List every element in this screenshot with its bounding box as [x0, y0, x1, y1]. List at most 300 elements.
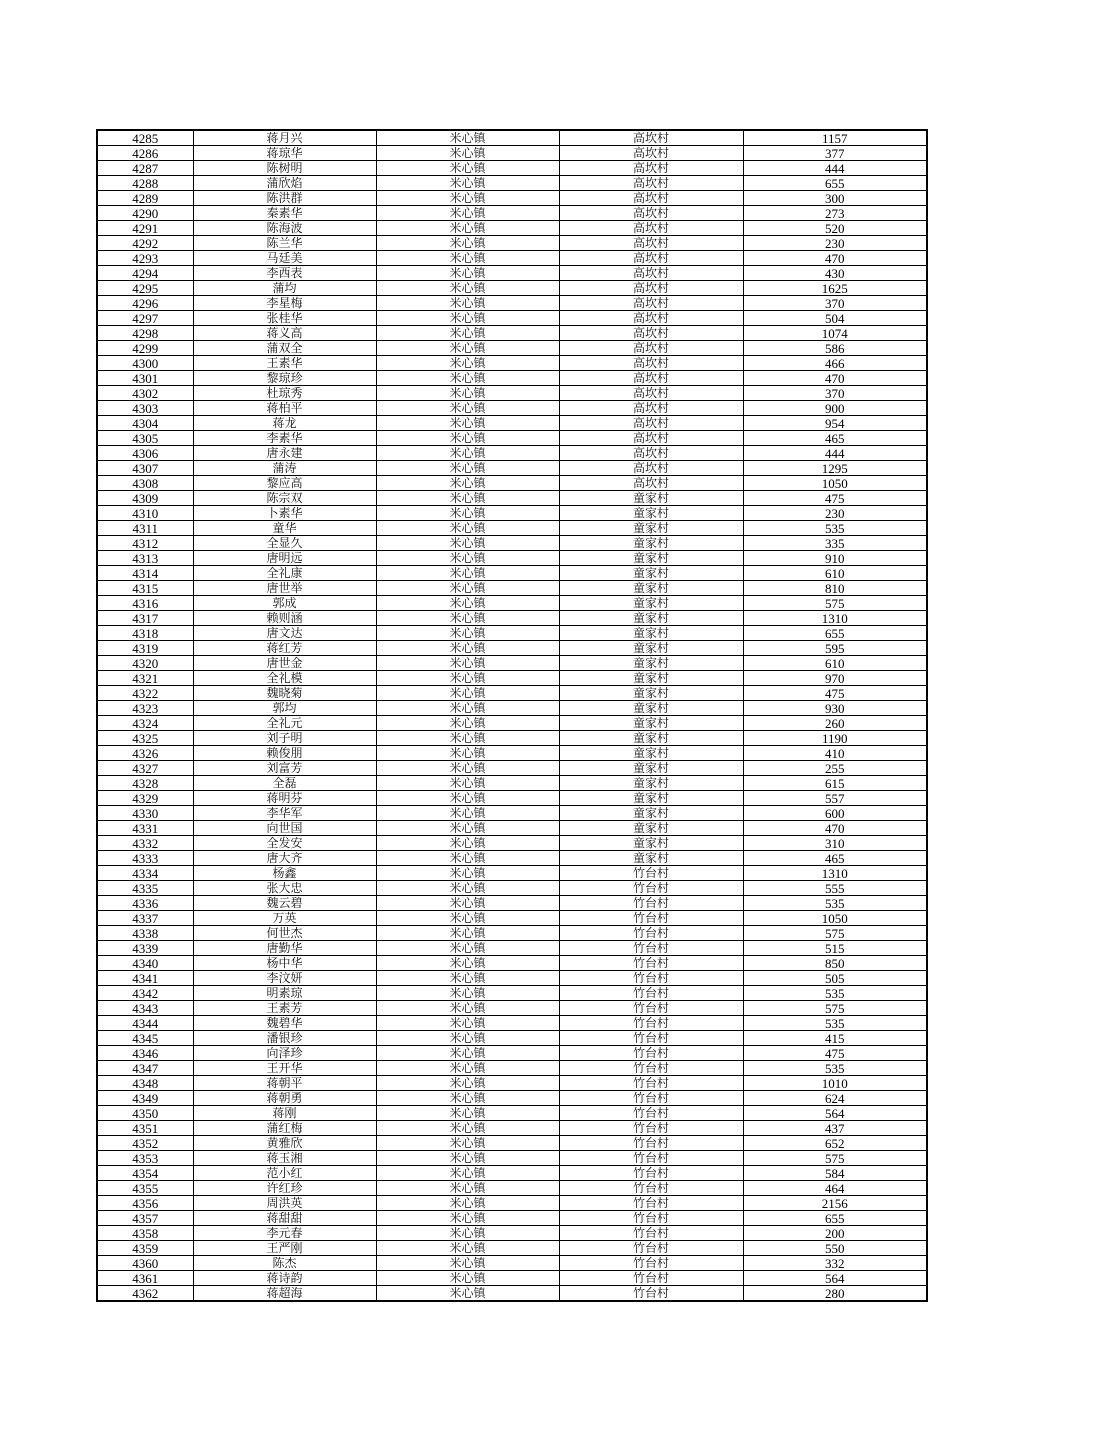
name-cell: 李华军: [193, 806, 376, 821]
village-cell: 童家村: [559, 731, 743, 746]
table-row: [97, 296, 927, 311]
town-cell: 米心镇: [376, 416, 559, 431]
serial-number-cell: 4339: [97, 941, 193, 956]
table-row: [97, 1031, 927, 1046]
amount-cell: 600: [743, 806, 927, 821]
table-row: [97, 656, 927, 671]
name-cell: 蒋柏平: [193, 401, 376, 416]
village-cell: 童家村: [559, 491, 743, 506]
serial-number-cell: 4349: [97, 1091, 193, 1106]
town-cell: 米心镇: [376, 671, 559, 686]
table-row: [97, 581, 927, 596]
serial-number-cell: 4360: [97, 1256, 193, 1271]
town-cell: 米心镇: [376, 1106, 559, 1121]
table-row: [97, 821, 927, 836]
serial-number-cell: 4299: [97, 341, 193, 356]
town-cell: 米心镇: [376, 206, 559, 221]
village-cell: 竹台村: [559, 1046, 743, 1061]
village-cell: 竹台村: [559, 1106, 743, 1121]
name-cell: 蒲欣焰: [193, 176, 376, 191]
town-cell: 米心镇: [376, 326, 559, 341]
table-row: [97, 401, 927, 416]
town-cell: 米心镇: [376, 551, 559, 566]
serial-number-cell: 4326: [97, 746, 193, 761]
amount-cell: 535: [743, 896, 927, 911]
town-cell: 米心镇: [376, 1241, 559, 1256]
serial-number-cell: 4350: [97, 1106, 193, 1121]
amount-cell: 535: [743, 1061, 927, 1076]
name-cell: 范小红: [193, 1166, 376, 1181]
town-cell: 米心镇: [376, 341, 559, 356]
name-cell: 蒋琼华: [193, 146, 376, 161]
serial-number-cell: 4287: [97, 161, 193, 176]
amount-cell: 564: [743, 1106, 927, 1121]
name-cell: 陈树明: [193, 161, 376, 176]
amount-cell: 970: [743, 671, 927, 686]
village-cell: 竹台村: [559, 1136, 743, 1151]
name-cell: 李西表: [193, 266, 376, 281]
village-cell: 童家村: [559, 776, 743, 791]
amount-cell: 300: [743, 191, 927, 206]
name-cell: 许红珍: [193, 1181, 376, 1196]
village-cell: 竹台村: [559, 1166, 743, 1181]
serial-number-cell: 4329: [97, 791, 193, 806]
table-row: [97, 1121, 927, 1136]
village-cell: 高坎村: [559, 236, 743, 251]
serial-number-cell: 4310: [97, 506, 193, 521]
name-cell: 李素华: [193, 431, 376, 446]
village-cell: 童家村: [559, 821, 743, 836]
amount-cell: 332: [743, 1256, 927, 1271]
town-cell: 米心镇: [376, 746, 559, 761]
name-cell: 全显久: [193, 536, 376, 551]
serial-number-cell: 4338: [97, 926, 193, 941]
data-table: [96, 129, 928, 1302]
town-cell: 米心镇: [376, 371, 559, 386]
table-row: [97, 1286, 927, 1302]
table-row: [97, 1016, 927, 1031]
serial-number-cell: 4289: [97, 191, 193, 206]
village-cell: 高坎村: [559, 176, 743, 191]
table-row: [97, 746, 927, 761]
amount-cell: 564: [743, 1271, 927, 1286]
serial-number-cell: 4291: [97, 221, 193, 236]
name-cell: 张桂华: [193, 311, 376, 326]
name-cell: 蒋朝平: [193, 1076, 376, 1091]
village-cell: 童家村: [559, 836, 743, 851]
serial-number-cell: 4296: [97, 296, 193, 311]
serial-number-cell: 4297: [97, 311, 193, 326]
town-cell: 米心镇: [376, 1196, 559, 1211]
village-cell: 竹台村: [559, 1031, 743, 1046]
village-cell: 竹台村: [559, 1121, 743, 1136]
name-cell: 黎琼珍: [193, 371, 376, 386]
village-cell: 童家村: [559, 716, 743, 731]
name-cell: 王开华: [193, 1061, 376, 1076]
amount-cell: 520: [743, 221, 927, 236]
amount-cell: 586: [743, 341, 927, 356]
amount-cell: 1074: [743, 326, 927, 341]
name-cell: 蒋明芬: [193, 791, 376, 806]
name-cell: 王严刚: [193, 1241, 376, 1256]
serial-number-cell: 4325: [97, 731, 193, 746]
village-cell: 童家村: [559, 806, 743, 821]
name-cell: 蒋月兴: [193, 130, 376, 146]
town-cell: 米心镇: [376, 176, 559, 191]
amount-cell: 475: [743, 491, 927, 506]
amount-cell: 280: [743, 1286, 927, 1302]
town-cell: 米心镇: [376, 971, 559, 986]
town-cell: 米心镇: [376, 431, 559, 446]
name-cell: 蒋刚: [193, 1106, 376, 1121]
serial-number-cell: 4308: [97, 476, 193, 491]
village-cell: 竹台村: [559, 1226, 743, 1241]
name-cell: 唐大齐: [193, 851, 376, 866]
amount-cell: 200: [743, 1226, 927, 1241]
town-cell: 米心镇: [376, 866, 559, 881]
town-cell: 米心镇: [376, 716, 559, 731]
name-cell: 郭成: [193, 596, 376, 611]
town-cell: 米心镇: [376, 281, 559, 296]
village-cell: 竹台村: [559, 1286, 743, 1302]
town-cell: 米心镇: [376, 821, 559, 836]
village-cell: 高坎村: [559, 386, 743, 401]
village-cell: 高坎村: [559, 401, 743, 416]
amount-cell: 410: [743, 746, 927, 761]
village-cell: 高坎村: [559, 461, 743, 476]
serial-number-cell: 4333: [97, 851, 193, 866]
table-row: [97, 761, 927, 776]
serial-number-cell: 4315: [97, 581, 193, 596]
name-cell: 陈海波: [193, 221, 376, 236]
town-cell: 米心镇: [376, 806, 559, 821]
village-cell: 童家村: [559, 851, 743, 866]
village-cell: 竹台村: [559, 1196, 743, 1211]
table-row: [97, 506, 927, 521]
town-cell: 米心镇: [376, 491, 559, 506]
table-row: [97, 326, 927, 341]
amount-cell: 505: [743, 971, 927, 986]
town-cell: 米心镇: [376, 686, 559, 701]
table-row: [97, 611, 927, 626]
name-cell: 张大忠: [193, 881, 376, 896]
name-cell: 陈兰华: [193, 236, 376, 251]
amount-cell: 555: [743, 881, 927, 896]
village-cell: 竹台村: [559, 1061, 743, 1076]
table-row: [97, 896, 927, 911]
village-cell: 童家村: [559, 761, 743, 776]
amount-cell: 1010: [743, 1076, 927, 1091]
name-cell: 唐世举: [193, 581, 376, 596]
town-cell: 米心镇: [376, 296, 559, 311]
amount-cell: 1310: [743, 866, 927, 881]
name-cell: 蒋甜甜: [193, 1211, 376, 1226]
name-cell: 全磊: [193, 776, 376, 791]
name-cell: 向世国: [193, 821, 376, 836]
table-row: [97, 1076, 927, 1091]
table-row: [97, 956, 927, 971]
village-cell: 童家村: [559, 596, 743, 611]
table-row: [97, 596, 927, 611]
serial-number-cell: 4319: [97, 641, 193, 656]
name-cell: 全礼元: [193, 716, 376, 731]
serial-number-cell: 4347: [97, 1061, 193, 1076]
town-cell: 米心镇: [376, 761, 559, 776]
name-cell: 郭均: [193, 701, 376, 716]
village-cell: 高坎村: [559, 476, 743, 491]
town-cell: 米心镇: [376, 926, 559, 941]
village-cell: 竹台村: [559, 1151, 743, 1166]
name-cell: 杨中华: [193, 956, 376, 971]
table-row: [97, 1181, 927, 1196]
name-cell: 蒋诗韵: [193, 1271, 376, 1286]
amount-cell: 377: [743, 146, 927, 161]
name-cell: 蒲涛: [193, 461, 376, 476]
amount-cell: 475: [743, 686, 927, 701]
town-cell: 米心镇: [376, 506, 559, 521]
amount-cell: 466: [743, 356, 927, 371]
town-cell: 米心镇: [376, 1226, 559, 1241]
town-cell: 米心镇: [376, 1256, 559, 1271]
serial-number-cell: 4316: [97, 596, 193, 611]
amount-cell: 1157: [743, 130, 927, 146]
amount-cell: 910: [743, 551, 927, 566]
serial-number-cell: 4335: [97, 881, 193, 896]
serial-number-cell: 4290: [97, 206, 193, 221]
name-cell: 全发安: [193, 836, 376, 851]
amount-cell: 655: [743, 626, 927, 641]
table-row: [97, 191, 927, 206]
town-cell: 米心镇: [376, 356, 559, 371]
amount-cell: 1050: [743, 911, 927, 926]
amount-cell: 550: [743, 1241, 927, 1256]
town-cell: 米心镇: [376, 701, 559, 716]
village-cell: 童家村: [559, 791, 743, 806]
name-cell: 蒋龙: [193, 416, 376, 431]
serial-number-cell: 4293: [97, 251, 193, 266]
name-cell: 陈杰: [193, 1256, 376, 1271]
amount-cell: 310: [743, 836, 927, 851]
serial-number-cell: 4294: [97, 266, 193, 281]
serial-number-cell: 4332: [97, 836, 193, 851]
town-cell: 米心镇: [376, 130, 559, 146]
amount-cell: 575: [743, 1001, 927, 1016]
village-cell: 竹台村: [559, 1091, 743, 1106]
town-cell: 米心镇: [376, 641, 559, 656]
name-cell: 唐勤华: [193, 941, 376, 956]
table-row: [97, 311, 927, 326]
name-cell: 赖俊朋: [193, 746, 376, 761]
town-cell: 米心镇: [376, 1031, 559, 1046]
amount-cell: 610: [743, 566, 927, 581]
amount-cell: 465: [743, 851, 927, 866]
serial-number-cell: 4298: [97, 326, 193, 341]
name-cell: 陈宗双: [193, 491, 376, 506]
amount-cell: 954: [743, 416, 927, 431]
amount-cell: 1310: [743, 611, 927, 626]
town-cell: 米心镇: [376, 1046, 559, 1061]
village-cell: 竹台村: [559, 1211, 743, 1226]
town-cell: 米心镇: [376, 251, 559, 266]
town-cell: 米心镇: [376, 236, 559, 251]
name-cell: 刘富芳: [193, 761, 376, 776]
table-row: [97, 236, 927, 251]
name-cell: 陈洪群: [193, 191, 376, 206]
village-cell: 竹台村: [559, 896, 743, 911]
town-cell: 米心镇: [376, 1166, 559, 1181]
amount-cell: 595: [743, 641, 927, 656]
village-cell: 竹台村: [559, 1241, 743, 1256]
town-cell: 米心镇: [376, 656, 559, 671]
town-cell: 米心镇: [376, 1151, 559, 1166]
amount-cell: 335: [743, 536, 927, 551]
name-cell: 王素华: [193, 356, 376, 371]
serial-number-cell: 4303: [97, 401, 193, 416]
table-row: [97, 941, 927, 956]
town-cell: 米心镇: [376, 1016, 559, 1031]
table-row: [97, 176, 927, 191]
amount-cell: 655: [743, 176, 927, 191]
serial-number-cell: 4355: [97, 1181, 193, 1196]
amount-cell: 273: [743, 206, 927, 221]
serial-number-cell: 4342: [97, 986, 193, 1001]
table-row: [97, 130, 927, 146]
amount-cell: 475: [743, 1046, 927, 1061]
amount-cell: 2156: [743, 1196, 927, 1211]
village-cell: 竹台村: [559, 1181, 743, 1196]
village-cell: 童家村: [559, 626, 743, 641]
village-cell: 童家村: [559, 521, 743, 536]
town-cell: 米心镇: [376, 896, 559, 911]
town-cell: 米心镇: [376, 1091, 559, 1106]
serial-number-cell: 4345: [97, 1031, 193, 1046]
amount-cell: 655: [743, 1211, 927, 1226]
amount-cell: 415: [743, 1031, 927, 1046]
amount-cell: 610: [743, 656, 927, 671]
table-row: [97, 431, 927, 446]
table-row: [97, 1106, 927, 1121]
name-cell: 赖则涵: [193, 611, 376, 626]
village-cell: 高坎村: [559, 221, 743, 236]
amount-cell: 470: [743, 251, 927, 266]
town-cell: 米心镇: [376, 161, 559, 176]
amount-cell: 535: [743, 1016, 927, 1031]
village-cell: 竹台村: [559, 1016, 743, 1031]
serial-number-cell: 4304: [97, 416, 193, 431]
serial-number-cell: 4320: [97, 656, 193, 671]
table-row: [97, 266, 927, 281]
town-cell: 米心镇: [376, 836, 559, 851]
name-cell: 潘银珍: [193, 1031, 376, 1046]
village-cell: 竹台村: [559, 1001, 743, 1016]
amount-cell: 557: [743, 791, 927, 806]
village-cell: 竹台村: [559, 986, 743, 1001]
table-row: [97, 416, 927, 431]
serial-number-cell: 4357: [97, 1211, 193, 1226]
amount-cell: 370: [743, 296, 927, 311]
table-row: [97, 1271, 927, 1286]
serial-number-cell: 4330: [97, 806, 193, 821]
serial-number-cell: 4356: [97, 1196, 193, 1211]
town-cell: 米心镇: [376, 911, 559, 926]
serial-number-cell: 4311: [97, 521, 193, 536]
name-cell: 明素琼: [193, 986, 376, 1001]
table-row: [97, 626, 927, 641]
name-cell: 周洪英: [193, 1196, 376, 1211]
serial-number-cell: 4321: [97, 671, 193, 686]
name-cell: 魏晓菊: [193, 686, 376, 701]
name-cell: 魏碧华: [193, 1016, 376, 1031]
town-cell: 米心镇: [376, 941, 559, 956]
serial-number-cell: 4285: [97, 130, 193, 146]
name-cell: 秦素华: [193, 206, 376, 221]
table-row: [97, 161, 927, 176]
amount-cell: 535: [743, 986, 927, 1001]
amount-cell: 624: [743, 1091, 927, 1106]
serial-number-cell: 4331: [97, 821, 193, 836]
serial-number-cell: 4324: [97, 716, 193, 731]
table-row: [97, 1001, 927, 1016]
village-cell: 童家村: [559, 671, 743, 686]
serial-number-cell: 4334: [97, 866, 193, 881]
serial-number-cell: 4346: [97, 1046, 193, 1061]
table-row: [97, 881, 927, 896]
village-cell: 高坎村: [559, 161, 743, 176]
village-cell: 高坎村: [559, 296, 743, 311]
village-cell: 童家村: [559, 506, 743, 521]
name-cell: 蒲双全: [193, 341, 376, 356]
name-cell: 魏云碧: [193, 896, 376, 911]
village-cell: 竹台村: [559, 956, 743, 971]
amount-cell: 535: [743, 521, 927, 536]
amount-cell: 470: [743, 371, 927, 386]
amount-cell: 575: [743, 926, 927, 941]
name-cell: 童华: [193, 521, 376, 536]
table-row: [97, 776, 927, 791]
amount-cell: 444: [743, 161, 927, 176]
name-cell: 蒋红芳: [193, 641, 376, 656]
table-row: [97, 836, 927, 851]
name-cell: 杜琼秀: [193, 386, 376, 401]
table-row: [97, 716, 927, 731]
village-cell: 高坎村: [559, 446, 743, 461]
amount-cell: 444: [743, 446, 927, 461]
name-cell: 蒋义高: [193, 326, 376, 341]
serial-number-cell: 4323: [97, 701, 193, 716]
name-cell: 马廷美: [193, 251, 376, 266]
amount-cell: 470: [743, 821, 927, 836]
name-cell: 黎应高: [193, 476, 376, 491]
name-cell: 唐明远: [193, 551, 376, 566]
village-cell: 童家村: [559, 641, 743, 656]
name-cell: 蒋朝勇: [193, 1091, 376, 1106]
name-cell: 唐文达: [193, 626, 376, 641]
town-cell: 米心镇: [376, 311, 559, 326]
village-cell: 高坎村: [559, 416, 743, 431]
serial-number-cell: 4348: [97, 1076, 193, 1091]
village-cell: 高坎村: [559, 311, 743, 326]
amount-cell: 652: [743, 1136, 927, 1151]
table-row: [97, 1061, 927, 1076]
village-cell: 竹台村: [559, 926, 743, 941]
name-cell: 卜素华: [193, 506, 376, 521]
table-row: [97, 701, 927, 716]
village-cell: 高坎村: [559, 251, 743, 266]
village-cell: 竹台村: [559, 1256, 743, 1271]
serial-number-cell: 4306: [97, 446, 193, 461]
town-cell: 米心镇: [376, 1211, 559, 1226]
amount-cell: 1190: [743, 731, 927, 746]
